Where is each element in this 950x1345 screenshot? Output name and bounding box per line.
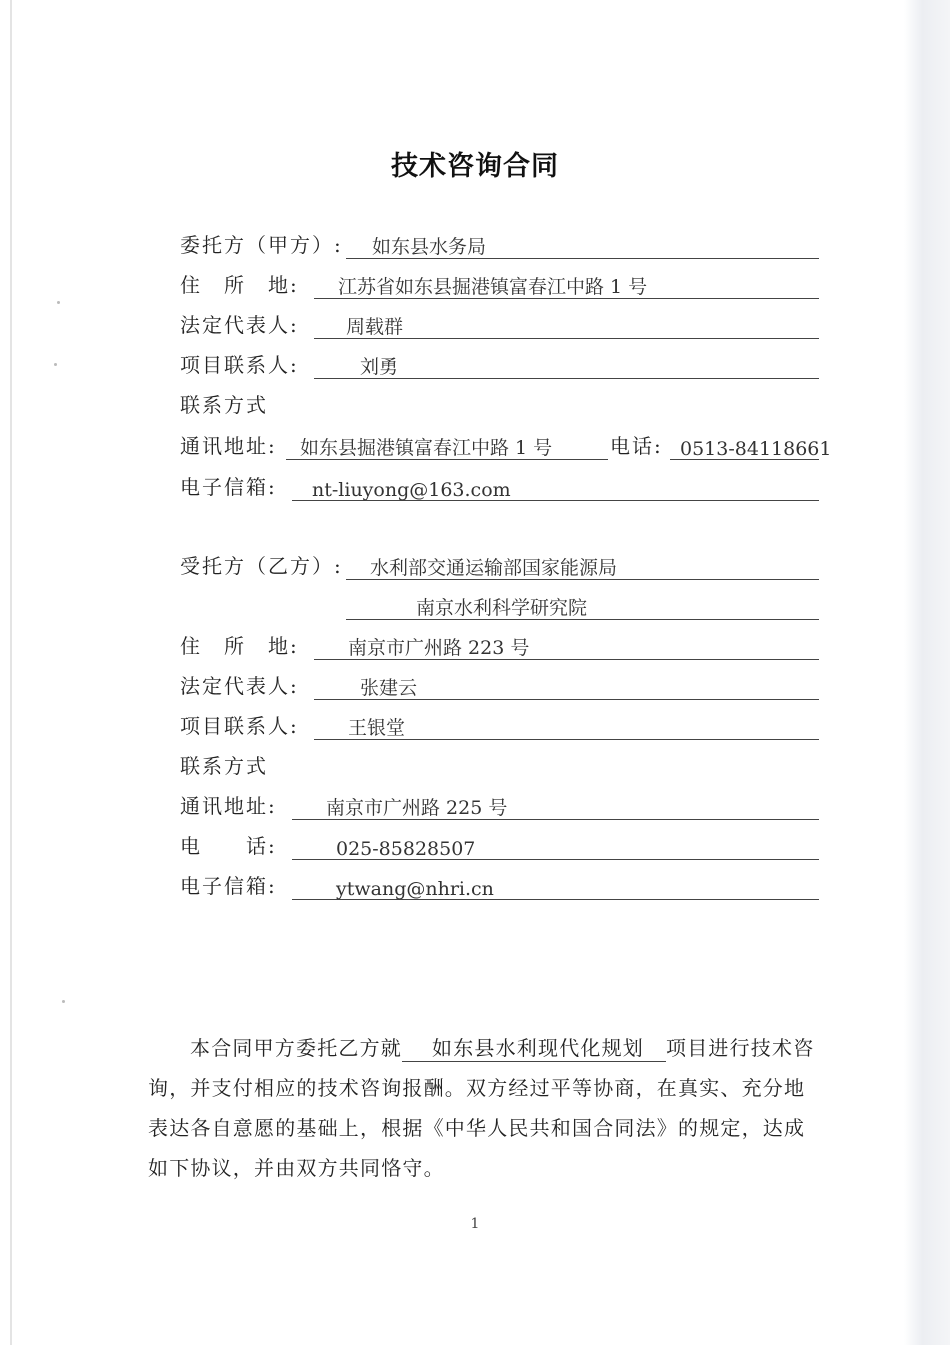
document-title: 技术咨询合同 — [391, 151, 559, 182]
party-b-phone-row — [180, 829, 820, 863]
party-b-contact-row — [180, 709, 820, 743]
scan-right-edge — [904, 0, 950, 1345]
party-a-email-row — [180, 470, 820, 504]
party-a-phone: 0513-84118661 — [680, 438, 832, 460]
party-a-contact-row — [180, 348, 820, 382]
scan-left-edge — [10, 0, 12, 1345]
party-a-rep-label: 法定代表人: — [180, 313, 299, 337]
party-b-email-label: 电子信箱: — [180, 874, 277, 898]
party-a-email: nt-liuyong@163.com — [312, 479, 511, 501]
party-a-contact-method-row — [180, 388, 820, 422]
party-b-address-row — [180, 629, 820, 663]
party-b-email-row — [180, 869, 820, 903]
party-b-address-label: 住 所 地: — [180, 634, 299, 658]
party-b-rep-label: 法定代表人: — [180, 674, 299, 698]
party-b-contact-method-row — [180, 749, 820, 783]
party-b-contact-label: 项目联系人: — [180, 714, 299, 738]
party-a-contact-label: 项目联系人: — [180, 353, 299, 377]
party-b-address: 南京市广州路 223 号 — [348, 637, 530, 659]
party-b-mail: 南京市广州路 225 号 — [326, 797, 508, 819]
body-text-lead: 本合同甲方委托乙方就 — [190, 1036, 402, 1060]
party-b-mail-label: 通讯地址: — [180, 794, 277, 818]
party-a-email-label: 电子信箱: — [180, 475, 277, 499]
party-b-label: 受托方（乙方）: — [180, 554, 343, 578]
project-name: 如东县水利现代化规划 — [402, 1035, 666, 1062]
contract-paragraph — [148, 1028, 820, 1188]
party-b-email: ytwang@nhri.cn — [336, 878, 494, 900]
party-a-label: 委托方（甲方）: — [180, 233, 343, 257]
party-a-contact: 刘勇 — [360, 356, 399, 378]
party-a-rep-row — [180, 308, 820, 342]
party-a-name: 如东县水务局 — [372, 236, 487, 258]
party-b-contact-method-label: 联系方式 — [180, 754, 268, 778]
party-a-address-row — [180, 268, 820, 302]
party-b-mail-row — [180, 789, 820, 823]
party-a-mail-row — [180, 429, 832, 463]
scan-speck — [62, 1000, 65, 1003]
party-b-name-row-2 — [180, 589, 820, 623]
scan-speck — [57, 301, 60, 304]
party-a-contact-method-label: 联系方式 — [180, 393, 268, 417]
party-a-rep: 周载群 — [346, 316, 404, 338]
party-a-address: 江苏省如东县掘港镇富春江中路 1 号 — [338, 276, 648, 298]
party-b-rep-row — [180, 669, 820, 703]
party-b-phone: 025-85828507 — [336, 838, 476, 860]
party-b-name-row — [180, 549, 820, 583]
scan-speck — [54, 363, 57, 366]
page-number: 1 — [470, 1216, 480, 1232]
party-a-name-row — [180, 228, 820, 262]
party-b-contact: 王银堂 — [348, 717, 406, 739]
party-b-phone-label: 电 话: — [180, 834, 277, 858]
party-a-phone-label: 电话: — [610, 434, 663, 458]
party-a-mail: 如东县掘港镇富春江中路 1 号 — [300, 437, 553, 459]
party-b-name-line2: 南京水利科学研究院 — [416, 597, 588, 619]
party-b-rep: 张建云 — [360, 677, 418, 699]
party-a-address-label: 住 所 地: — [180, 273, 299, 297]
party-b-name-line1: 水利部交通运输部国家能源局 — [370, 557, 618, 579]
party-a-mail-label: 通讯地址: — [180, 434, 277, 458]
body-text-rest: 项目进行技术咨询，并支付相应的技术咨询报酬。双方经过平等协商，在真实、充分地表达各自意愿的基础上，根据《中华人民共和国合同法》的规定，达成如下协议，并由双方共同恪守。 — [148, 1036, 815, 1180]
